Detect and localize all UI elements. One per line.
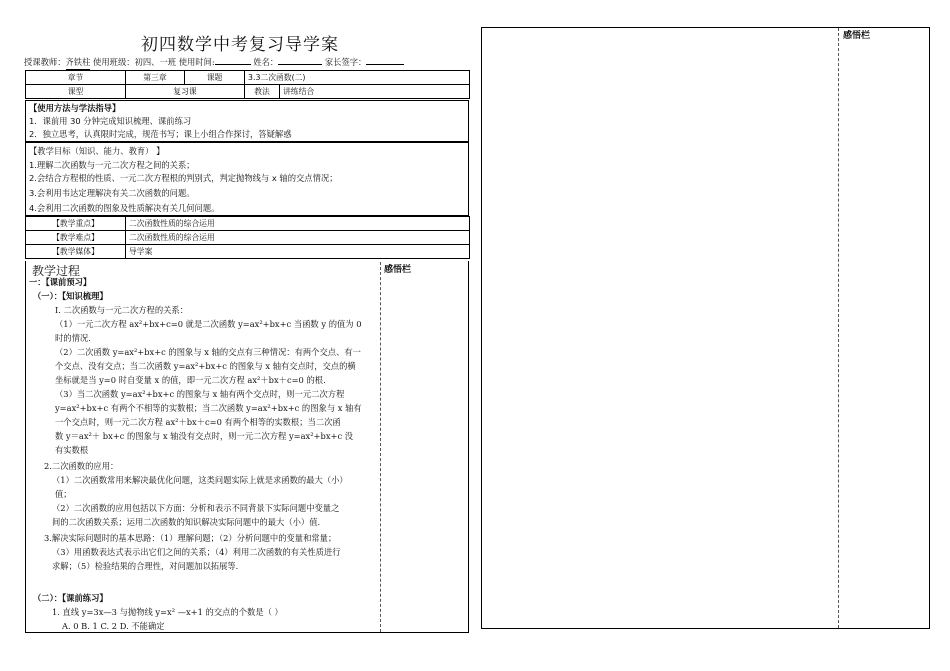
content-line: 3.解决实际问题时的基本思路：（1）理解问题；（2）分析问题中的变量和常量； <box>44 533 337 543</box>
info-line <box>24 56 404 70</box>
parent-label: 家长签字： <box>324 57 367 67</box>
content-line: 求解；（5）检验结果的合理性，对问题加以拓展等. <box>52 561 239 571</box>
question-1: 1. 直线 y=3x—3 与抛物线 y=x² —x+1 的交点的个数是（ ） <box>52 607 283 617</box>
teacher-value: 齐铁柱 <box>66 56 91 70</box>
content-line: （1）一元二次方程 ax²+bx+c=0 就是二次函数 y=ax²+bx+c 当函数 y 的值为 0 <box>55 319 362 329</box>
content-line: 值； <box>55 489 72 499</box>
sub2-heading: （二）：【课前练习】 <box>33 593 108 603</box>
question-1-options: A. 0 B. 1 C. 2 D. 不能确定 <box>62 621 165 631</box>
content-line: 2.二次函数的应用： <box>44 461 119 471</box>
process-heading: 教学过程 <box>32 264 81 278</box>
content-line: （3）当二次函数 y=ax²+bx+c 的图象与 x 轴有两个交点时，则一元二次方程 <box>55 389 345 399</box>
content-line: Ⅰ. 二次函数与一元二次方程的关系： <box>55 305 189 315</box>
content-line: y=ax²+bx+c 有两个不相等的实数根；当二次函数 y=ax²+bx+c 的图象与 x 轴有 <box>55 403 362 413</box>
parent-signature-blank[interactable] <box>366 64 404 65</box>
reflect-label-left: 感悟栏 <box>384 265 412 275</box>
right-page-box <box>481 27 930 629</box>
chapter-value: 第三章 <box>126 71 185 85</box>
goal-item-3: 3.会利用韦达定理解决有关二次函数的问题。 <box>29 188 195 198</box>
type-value: 复习课 <box>126 85 245 99</box>
sub1-heading: （一）：【知识梳理】 <box>33 291 108 301</box>
content-line: （3）用函数表达式表示出它们之间的关系；（4）利用二次函数的有关性质进行 <box>52 547 341 557</box>
media-label: 【教学媒体】 <box>26 245 126 259</box>
content-line: 数 y＝ax²＋ bx+c 的图象与 x 轴没有交点时，则一元二次方程 y=ax²+bx+c 没 <box>55 431 354 441</box>
part1-heading: 一：【课前预习】 <box>29 277 92 287</box>
name-blank[interactable] <box>278 64 322 65</box>
content-line: 有实数根 <box>55 445 89 455</box>
difficulty-label: 【教学难点】 <box>26 231 126 245</box>
content-line: 个交点、没有交点；当二次函数 y=ax²+bx+c 的图象与 x 轴有交点时，交点的横 <box>55 361 356 371</box>
chapter-label: 章节 <box>26 71 126 85</box>
goals-header: 【教学目标（知识、能力、教育） 】 <box>29 146 165 156</box>
reflect-divider <box>380 262 381 632</box>
lesson-meta-table <box>25 70 470 99</box>
content-line: 时的情况. <box>55 333 91 343</box>
content-line: （1）二次函数常用来解决最优化问题，这类问题实际上就是求函数的最大（小） <box>52 475 348 485</box>
goal-item-1: 1.理解二次函数与一元二次方程之间的关系； <box>29 160 195 170</box>
page-title: 初四数学中考复习导学案 <box>141 35 339 55</box>
content-line: 一个交点时，则一元二次方程 ax²＋bx＋c=0 有两个相等的实数根；当二次函 <box>55 417 341 427</box>
teacher-label: 授课教师： <box>24 57 66 67</box>
content-line: （2）二次函数 y=ax²+bx+c 的图象与 x 轴的交点有三种情况：有两个交点、有一 <box>55 347 361 357</box>
focus-label: 【教学重点】 <box>26 217 126 231</box>
usage-box <box>25 100 469 142</box>
topic-label: 课题 <box>185 71 245 85</box>
reflect-label-right: 感悟栏 <box>843 31 871 41</box>
type-label: 课型 <box>26 85 126 99</box>
focus-value: 二次函数性质的综合运用 <box>126 217 470 231</box>
difficulty-value: 二次函数性质的综合运用 <box>126 231 470 245</box>
class-value: 初四、一班 <box>134 57 177 67</box>
right-reflect-divider <box>838 28 839 628</box>
goal-item-4: 4.会利用二次函数的图象及性质解决有关几何问题。 <box>29 203 220 213</box>
content-line: （2）二次函数的应用包括以下方面：分析和表示不同背景下实际问题中变量之 <box>52 503 340 513</box>
goals-box <box>25 142 469 216</box>
class-label: 使用班级： <box>93 57 135 67</box>
goal-item-2: 2.会结合方程根的性质、一元二次方程根的判别式，判定抛物线与 x 轴的交点情况； <box>29 173 338 183</box>
time-blank[interactable] <box>215 64 251 65</box>
topic-value: 3.3二次函数(二) <box>245 71 470 85</box>
content-line: 间的二次函数关系；运用二次函数的知识解决实际问题中的最大（小）值. <box>52 517 321 527</box>
usage-item-1: 1．课前用 30 分钟完成知识梳理、课前练习 <box>29 116 192 126</box>
focus-table <box>25 216 470 259</box>
method-value: 讲练结合 <box>280 85 470 99</box>
usage-header: 【使用方法与学法指导】 <box>29 103 121 113</box>
media-value: 导学案 <box>126 245 470 259</box>
method-label: 教法 <box>245 85 280 99</box>
name-label: 姓名： <box>253 57 279 67</box>
content-line: 坐标就是当 y=0 时自变量 x 的值，即一元二次方程 ax²＋bx＋c=0 的根. <box>55 375 326 385</box>
usage-item-2: 2．独立思考，认真限时完成，规范书写；课上小组合作探讨，答疑解惑 <box>29 129 292 139</box>
time-label: 使用时间: <box>178 57 215 67</box>
